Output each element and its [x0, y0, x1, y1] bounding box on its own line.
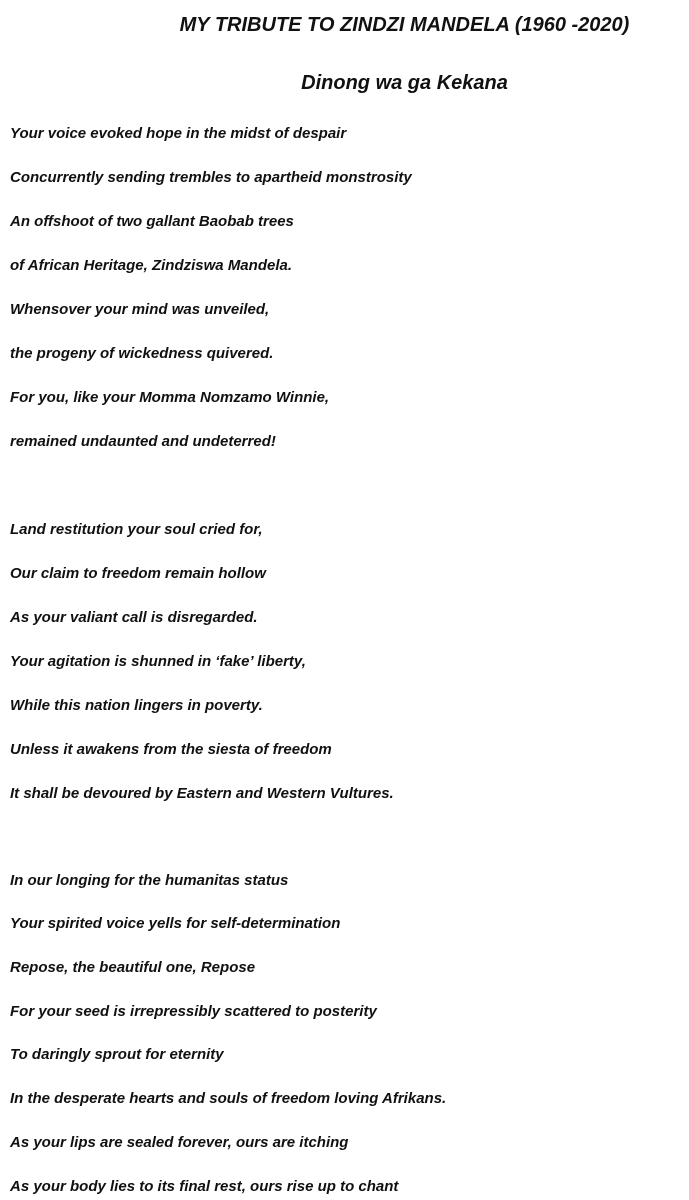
- poem-title: MY TRIBUTE TO ZINDZI MANDELA (1960 -2020): [179, 14, 630, 36]
- poem-line: An offshoot of two gallant Baobab trees: [10, 213, 294, 230]
- poem-line: For you, like your Momma Nomzamo Winnie,: [10, 389, 330, 406]
- poem-line: In our longing for the humanitas status: [10, 872, 289, 889]
- poem-line: In the desperate hearts and souls of freedom loving Afrikans.: [10, 1090, 447, 1107]
- poem-line: As your lips are sealed forever, ours are itching: [10, 1134, 349, 1151]
- poem-line: the progeny of wickedness quivered.: [10, 345, 274, 362]
- poem-line: Concurrently sending trembles to apartheid monstrosity: [10, 169, 412, 186]
- poem-line: Repose, the beautiful one, Repose: [10, 959, 256, 976]
- poem-author: Dinong wa ga Kekana: [301, 72, 508, 94]
- poem-line: Your voice evoked hope in the midst of despair: [10, 125, 347, 142]
- poem-line: of African Heritage, Zindziswa Mandela.: [10, 257, 292, 274]
- poem-line: As your valiant call is disregarded.: [10, 609, 258, 626]
- poem-line: While this nation lingers in poverty.: [10, 697, 263, 714]
- poem-line: It shall be devoured by Eastern and Western Vultures.: [10, 785, 394, 802]
- poem-line: Your spirited voice yells for self-determination: [10, 915, 341, 932]
- poem-line: To daringly sprout for eternity: [10, 1046, 224, 1063]
- poem-line: For your seed is irrepressibly scattered to posterity: [10, 1003, 377, 1020]
- poem-line: remained undaunted and undeterred!: [10, 433, 276, 450]
- poem-line: Our claim to freedom remain hollow: [10, 565, 266, 582]
- poem-line: Unless it awakens from the siesta of freedom: [10, 741, 332, 758]
- poem-line: Whensover your mind was unveiled,: [10, 301, 270, 318]
- poem-line: Land restitution your soul cried for,: [10, 521, 263, 538]
- poem-line: Your agitation is shunned in ‘fake’ liberty,: [10, 653, 306, 670]
- poem-line: As your body lies to its final rest, ours rise up to chant: [10, 1178, 399, 1195]
